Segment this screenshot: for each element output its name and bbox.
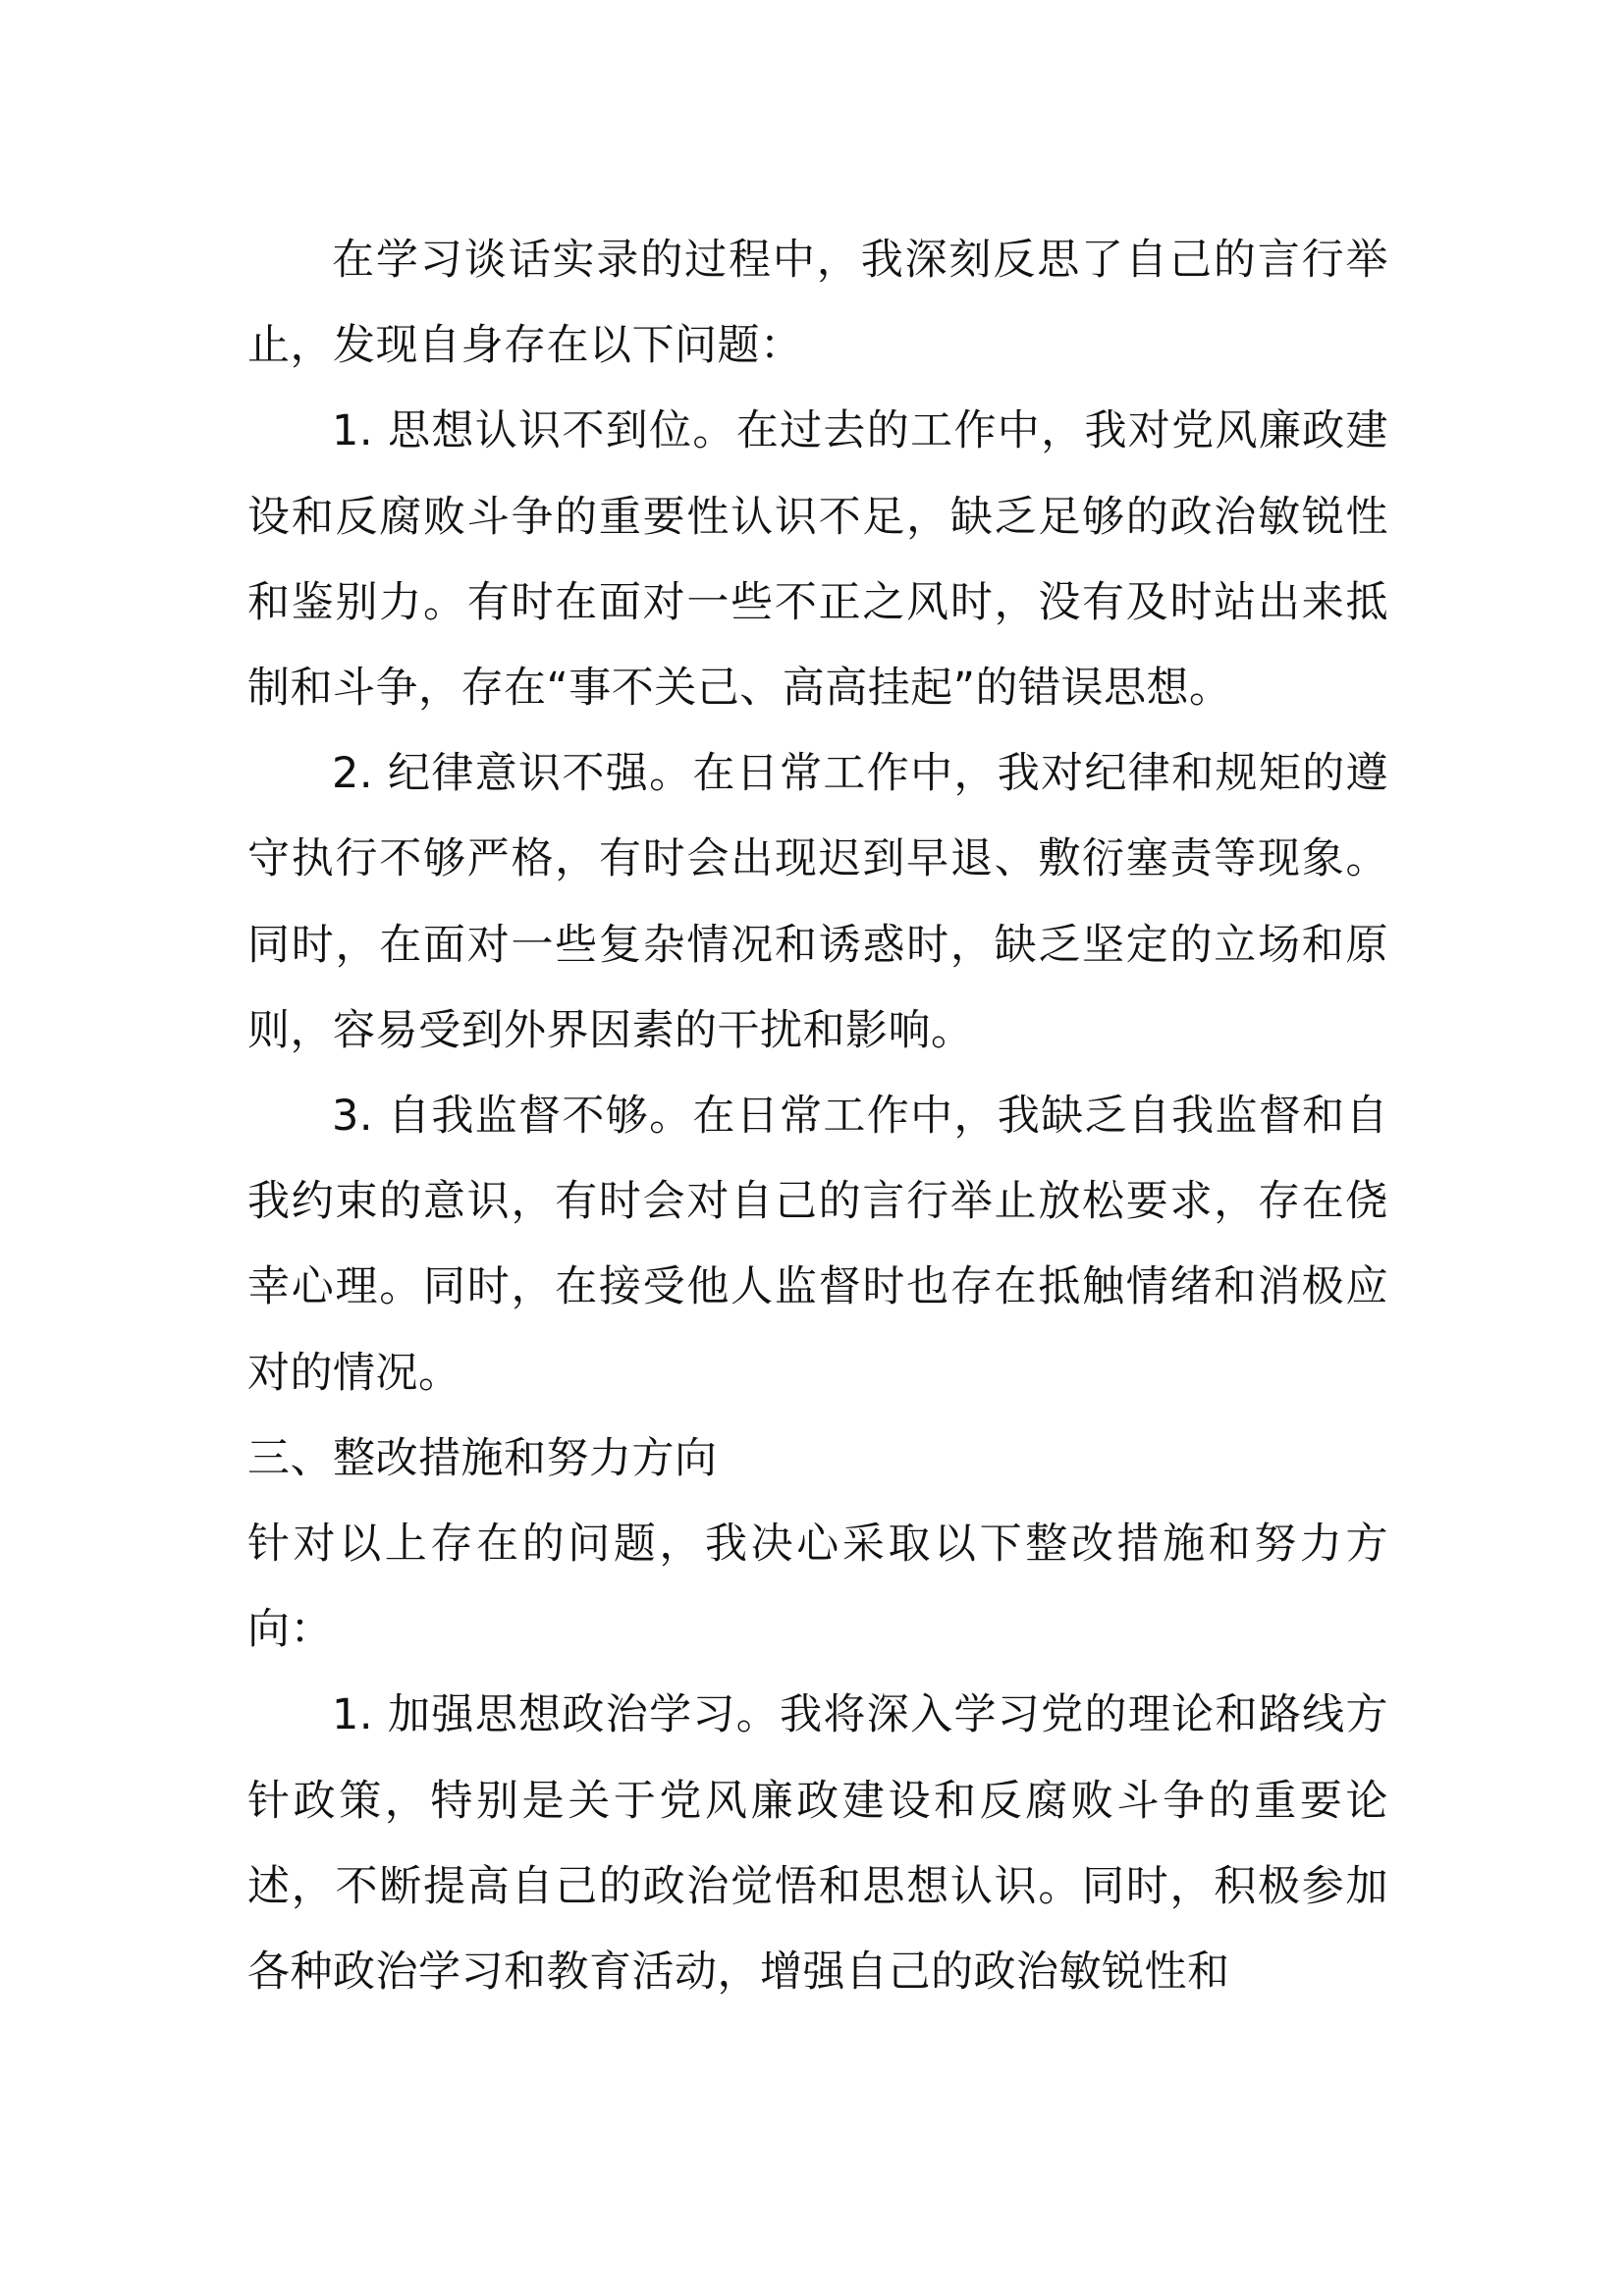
intro-paragraph: 在学习谈话实录的过程中，我深刻反思了自己的言行举止，发现自身存在以下问题： [247, 236, 1388, 371]
problem-item-3: 3. 自我监督不够。在日常工作中，我缺乏自我监督和自我约束的意识，有时会对自己的言行举止放松要求，存在侥幸心理。同时，在接受他人监督时也存在抵触情绪和消极应对的情况。 [247, 1092, 1388, 1398]
measures-intro-paragraph: 针对以上存在的问题，我决心采取以下整改措施和努力方向： [247, 1520, 1388, 1655]
problem-item-2: 2. 纪律意识不强。在日常工作中，我对纪律和规矩的遵守执行不够严格，有时会出现迟到早退、敷衍塞责等现象。同时，在面对一些复杂情况和诱惑时，缺乏坚定的立场和原则，容易受到外界因素的干扰和影响。 [247, 749, 1388, 1055]
section-heading: 三、整改措施和努力方向 [247, 1433, 718, 1483]
problem-item-1: 1. 思想认识不到位。在过去的工作中，我对党风廉政建设和反腐败斗争的重要性认识不足，缺乏足够的政治敏锐性和鉴别力。有时在面对一些不正之风时，没有及时站出来抵制和斗争，存在“事不关己、高高挂起”的错误思想。 [247, 406, 1388, 714]
measure-item-1: 1. 加强思想政治学习。我将深入学习党的理论和路线方针政策，特别是关于党风廉政建设和反腐败斗争的重要论述，不断提高自己的政治觉悟和思想认识。同时，积极参加各种政治学习和教育活动，增强自己的政治敏锐性和 [247, 1690, 1388, 1998]
document-body [247, 218, 1388, 2015]
